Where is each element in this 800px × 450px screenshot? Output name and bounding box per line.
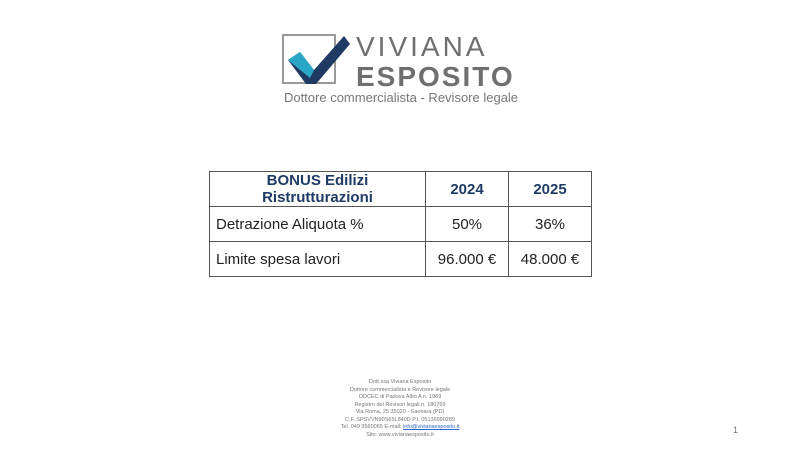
table-header-row xyxy=(210,172,592,207)
logo-name-last: ESPOSITO xyxy=(356,61,515,92)
header-year-2025: 2025 xyxy=(509,172,592,207)
row-label-limite-spesa: Limite spesa lavori xyxy=(210,242,426,277)
footer-line: ODCEC di Padova Albo A n. 1969 xyxy=(358,394,442,400)
row-label-aliquota: Detrazione Aliquota % xyxy=(210,207,426,242)
footer-contact-line xyxy=(300,424,500,432)
footer-website: Sito: www.vivianaesposito.it xyxy=(366,431,434,438)
checkmark-logo-icon xyxy=(282,34,350,86)
table-row xyxy=(210,242,592,277)
footer-email-link[interactable]: info@vivianaesposito.it xyxy=(403,424,460,430)
footer-phone: Tel. 049 9560065 E-mail: xyxy=(340,424,404,430)
footer-line: Dott.ssa Viviana Esposito xyxy=(368,379,432,385)
footer-line: Registro dei Revisori legali n. 180769 xyxy=(354,401,446,408)
header-year-2024: 2024 xyxy=(426,172,509,207)
cell-limite-2025: 48.000 € xyxy=(509,242,592,277)
logo-name-first: VIVIANA xyxy=(356,31,488,62)
footer-line: Dottore commercialista e Revisore legale xyxy=(349,386,451,393)
cell-aliquota-2025: 36% xyxy=(509,207,592,242)
header-bonus-title: BONUS Edilizi Ristrutturazioni xyxy=(210,172,426,207)
footer-line: Via Roma, 25 35020 - Saonara (PD) xyxy=(355,409,445,415)
bonus-table xyxy=(209,171,592,277)
cell-aliquota-2024: 50% xyxy=(426,207,509,242)
brand-logo xyxy=(280,30,540,110)
cell-limite-2024: 96.000 € xyxy=(426,242,509,277)
table-row xyxy=(210,207,592,242)
footer-contact-info xyxy=(300,379,500,439)
page-number: 1 xyxy=(733,425,739,435)
footer-line: C.F. SPSVVN90S65L840D P.I. 05136990289 xyxy=(345,416,455,423)
logo-tagline: Dottore commercialista - Revisore legale xyxy=(283,90,519,105)
